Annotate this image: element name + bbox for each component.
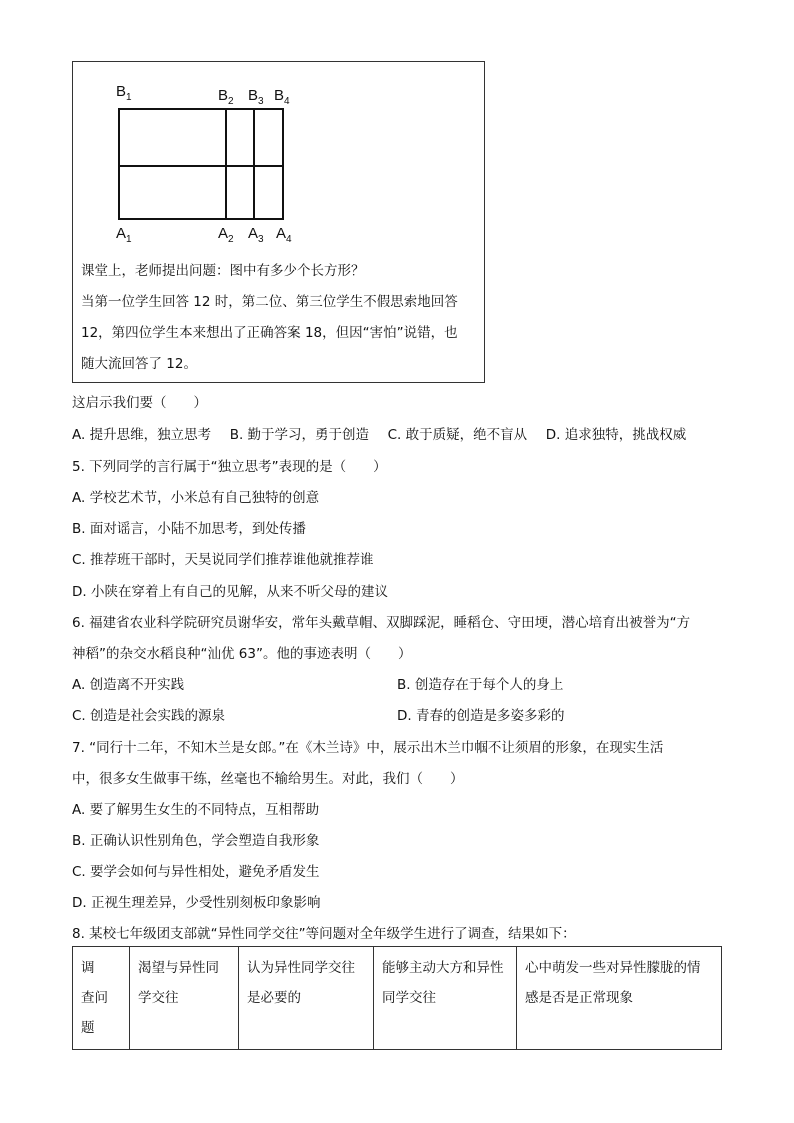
rectangle-grid-diagram — [73, 62, 484, 252]
table-header-cell: 渴望与异性同学交往 — [130, 947, 239, 1050]
q6-option-c: C. 创造是社会实践的源泉 — [72, 708, 226, 724]
q4-option-b: B. 勤于学习，勇于创造 — [229, 427, 370, 443]
table-header-cell: 调 查问题 — [73, 947, 130, 1050]
figure-caption — [81, 256, 481, 380]
q7-option-d: D. 正视生理差异，少受性别刻板印象影响 — [72, 895, 321, 911]
table-header-cell: 心中萌发一些对异性朦胧的情感是否是正常现象 — [517, 947, 722, 1050]
q6-stem-line2: 神稻”的杂交水稻良种“汕优 63”。他的事迹表明（ ） — [72, 646, 412, 662]
q5-option-c: C. 推荐班干部时，天昊说同学们推荐谁他就推荐谁 — [72, 552, 374, 568]
label-b3: $B_3$ — [248, 87, 264, 107]
label-a4: $A_4$ — [276, 225, 292, 245]
table-row — [73, 947, 722, 1050]
rectangle-figure-box — [72, 61, 485, 383]
caption-line: 12，第四位学生本来想出了正确答案 18，但因“害怕”说错，也 — [81, 325, 458, 341]
q6-option-b: B. 创造存在于每个人的身上 — [397, 677, 564, 693]
q4-option-c: C. 敢于质疑，绝不盲从 — [387, 427, 528, 443]
label-b2: $B_2$ — [218, 87, 234, 107]
label-a2: $A_2$ — [218, 225, 234, 245]
label-a3: $A_3$ — [248, 225, 264, 245]
q7-option-a: A. 要了解男生女生的不同特点，互相帮助 — [72, 802, 320, 818]
q5-option-a: A. 学校艺术节，小米总有自己独特的创意 — [72, 490, 320, 506]
label-b1: $B_1$ — [116, 83, 132, 103]
table-header-cell: 能够主动大方和异性同学交往 — [374, 947, 517, 1050]
q6-option-d: D. 青春的创造是多姿多彩的 — [397, 708, 565, 724]
caption-line: 随大流回答了 12。 — [81, 356, 197, 372]
q4-option-d: D. 追求独特，挑战权威 — [545, 427, 687, 443]
survey-table — [72, 946, 722, 1050]
q5-stem: 5. 下列同学的言行属于“独立思考”表现的是（ ） — [72, 459, 387, 475]
q8-stem: 8. 某校七年级团支部就“异性同学交往”等问题对全年级学生进行了调查，结果如下： — [72, 926, 576, 942]
q5-option-b: B. 面对谣言，小陆不加思考，到处传播 — [72, 521, 306, 537]
q7-option-b: B. 正确认识性别角色，学会塑造自我形象 — [72, 833, 320, 849]
q6-stem-line1: 6. 福建省农业科学院研究员谢华安，常年头戴草帽、双脚踩泥，睡稻仓、守田埂，潜心培育出被誉为“方 — [72, 615, 691, 631]
caption-line: 课堂上，老师提出问题：图中有多少个长方形？ — [81, 263, 365, 279]
q6-option-a: A. 创造离不开实践 — [72, 677, 185, 693]
q4-options-row — [72, 423, 686, 443]
label-b4: $B_4$ — [274, 87, 290, 107]
caption-line: 当第一位学生回答 12 时，第二位、第三位学生不假思索地回答 — [81, 294, 458, 310]
q5-option-d: D. 小陕在穿着上有自己的见解，从来不听父母的建议 — [72, 584, 388, 600]
outer-rectangle — [119, 109, 283, 219]
q7-stem-line2: 中，很多女生做事干练，丝毫也不输给男生。对此，我们（ ） — [72, 771, 464, 787]
q7-option-c: C. 要学会如何与异性相处，避免矛盾发生 — [72, 864, 320, 880]
q4-stem: 这启示我们要（ ） — [72, 395, 207, 411]
q4-option-a: A. 提升思维，独立思考 — [72, 427, 212, 443]
table-header-cell: 认为异性同学交往是必要的 — [239, 947, 374, 1050]
q7-stem-line1: 7. “同行十二年，不知木兰是女郎。”在《木兰诗》中，展示出木兰巾帼不让须眉的形象，在现实生活 — [72, 740, 664, 756]
label-a1: $A_1$ — [116, 225, 132, 245]
